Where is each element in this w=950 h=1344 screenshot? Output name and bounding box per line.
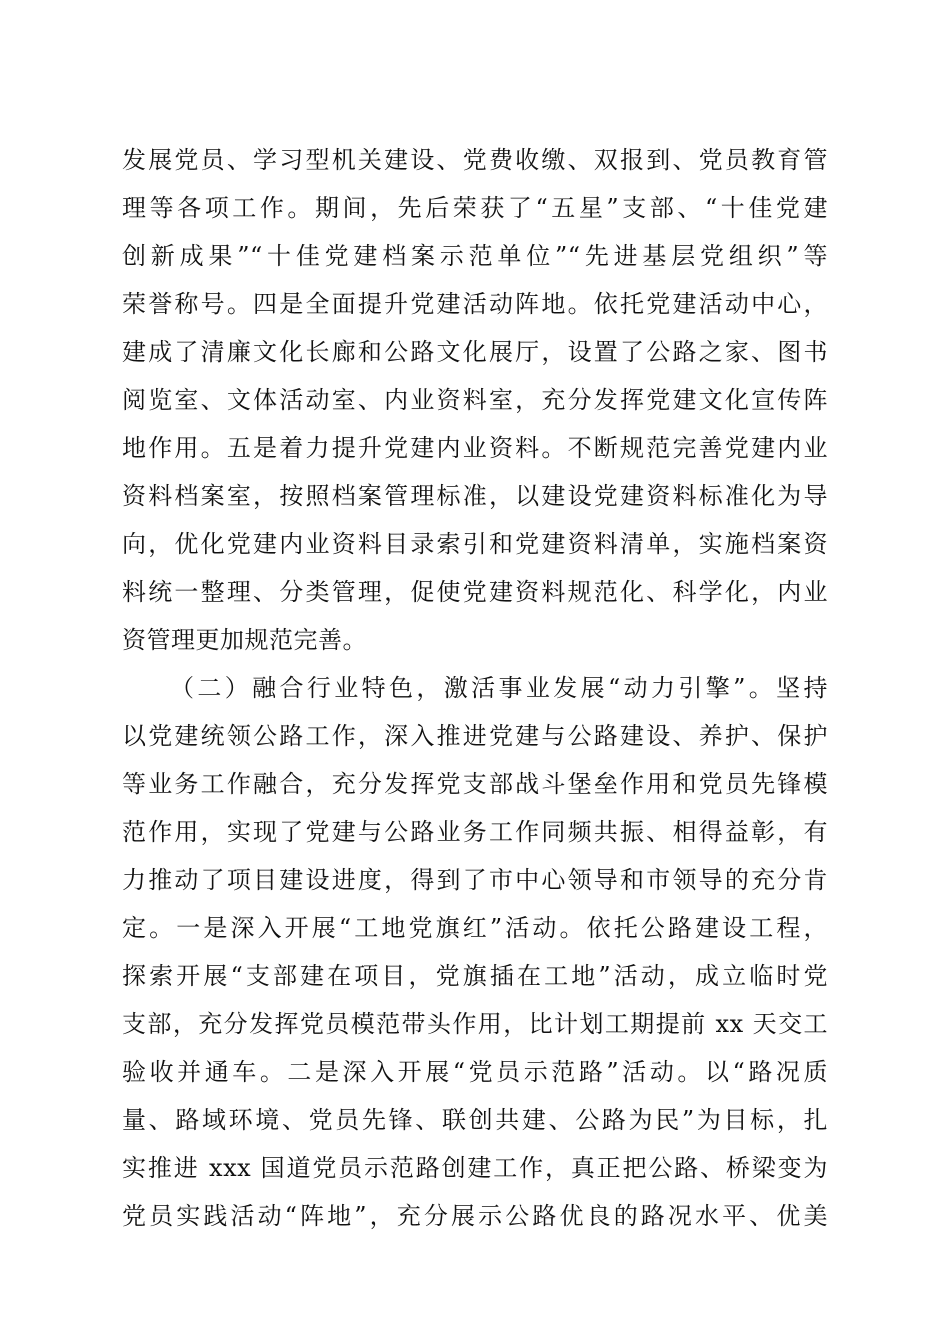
- text-line-1: 发展党员、学习型机关建设、党费收缴、双报到、党员教育管: [122, 146, 828, 174]
- text-line-17: 定。一是深入开展“工地党旗红”活动。依托公路建设工程，: [122, 914, 828, 942]
- text-line-7: 地作用。五是着力提升党建内业资料。不断规范完善党建内业: [122, 434, 828, 462]
- text-line-23: 党员实践活动“阵地”，充分展示公路优良的路况水平、优美: [122, 1202, 828, 1230]
- text-line-18: 探索开展“支部建在项目，党旗插在工地”活动，成立临时党: [122, 962, 828, 990]
- text-line-11: 资管理更加规范完善。: [122, 626, 367, 654]
- text-line-19: 支部，充分发挥党员模范带头作用，比计划工期提前 xx 天交工: [122, 1010, 828, 1038]
- text-line-15: 范作用，实现了党建与公路业务工作同频共振、相得益彰，有: [122, 818, 828, 846]
- text-line-22: 实推进 xxx 国道党员示范路创建工作，真正把公路、桥梁变为: [122, 1154, 828, 1182]
- text-line-9: 向，优化党建内业资料目录索引和党建资料清单，实施档案资: [122, 530, 828, 558]
- text-line-13: 以党建统领公路工作，深入推进党建与公路建设、养护、保护: [122, 722, 828, 750]
- text-line-8: 资料档案室，按照档案管理标准，以建设党建资料标准化为导: [122, 482, 828, 510]
- text-line-14: 等业务工作融合，充分发挥党支部战斗堡垒作用和党员先锋模: [122, 770, 828, 798]
- section-heading-line: （二）融合行业特色，激活事业发展“动力引擎”。坚持: [170, 674, 828, 702]
- text-line-4: 荣誉称号。四是全面提升党建活动阵地。依托党建活动中心，: [122, 290, 828, 318]
- text-line-16: 力推动了项目建设进度，得到了市中心领导和市领导的充分肯: [122, 866, 828, 894]
- text-line-21: 量、路域环境、党员先锋、联创共建、公路为民”为目标，扎: [122, 1106, 828, 1134]
- text-line-5: 建成了清廉文化长廊和公路文化展厅，设置了公路之家、图书: [122, 338, 828, 366]
- text-line-10: 料统一整理、分类管理，促使党建资料规范化、科学化，内业: [122, 578, 828, 606]
- text-line-20: 验收并通车。二是深入开展“党员示范路”活动。以“路况质: [122, 1058, 828, 1086]
- text-line-3: 创新成果”“十佳党建档案示范单位”“先进基层党组织”等: [122, 242, 828, 270]
- text-line-6: 阅览室、文体活动室、内业资料室，充分发挥党建文化宣传阵: [122, 386, 828, 414]
- text-line-2: 理等各项工作。期间，先后荣获了“五星”支部、“十佳党建: [122, 194, 828, 222]
